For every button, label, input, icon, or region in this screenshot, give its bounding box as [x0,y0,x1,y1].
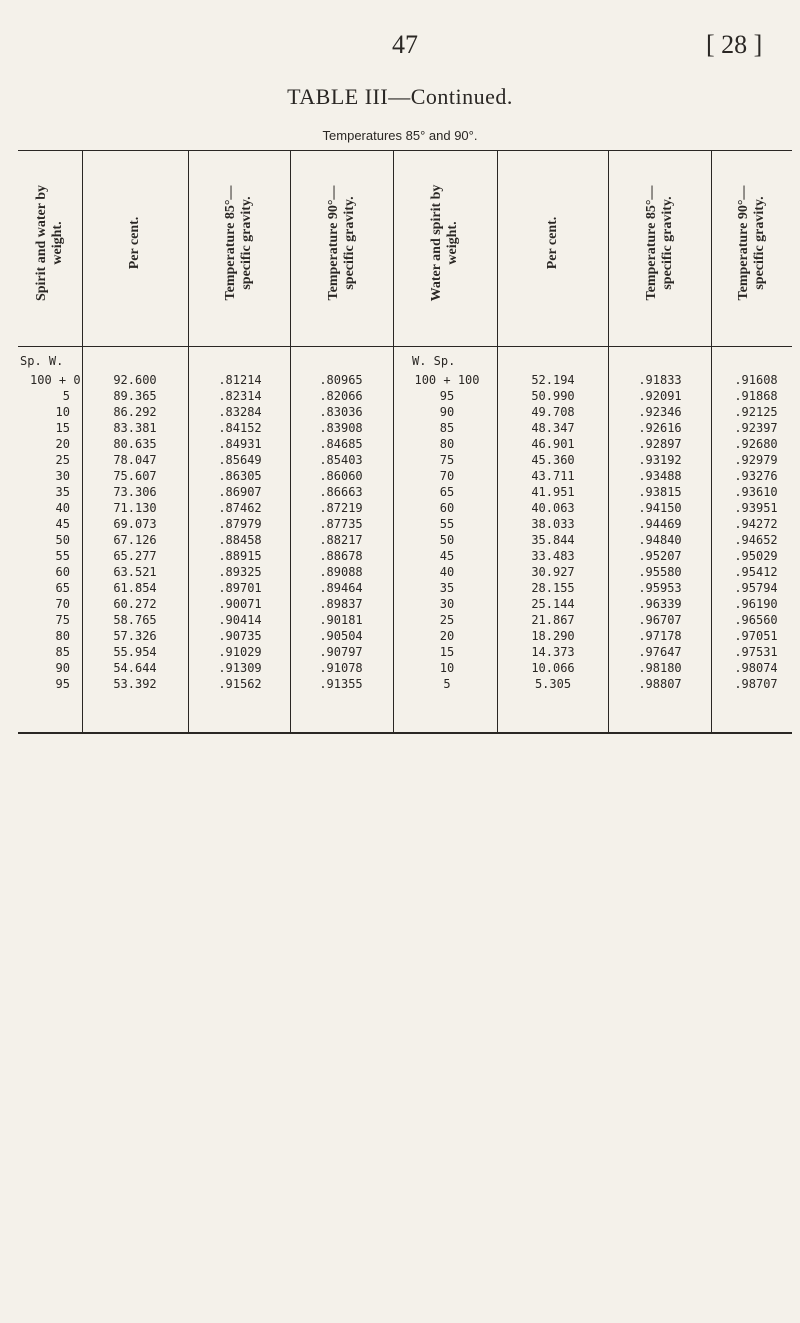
table-cell: .93815 [638,485,682,499]
table-cell: .86305 [218,469,262,483]
table-cell: 100 + 100 [414,373,480,387]
table-cell: .91355 [319,677,363,691]
table-cell: 20 [439,629,455,643]
table-row [20,676,790,692]
table-cell: 78.047 [113,453,157,467]
table-cell: .90071 [218,597,262,611]
column-header: Water and spirit by weight. [429,184,460,302]
table-cell: 5.305 [534,677,572,691]
table-cell: 50.990 [531,389,575,403]
table-cell: .86663 [319,485,363,499]
table-cell: 30 [55,469,70,483]
table-row [20,564,790,580]
table-cell: .94272 [734,517,778,531]
table-row [20,596,790,612]
table-cell: 43.711 [531,469,575,483]
table-cell: .95029 [734,549,778,563]
table-cell: .90414 [218,613,262,627]
table-cell: 35 [439,581,455,595]
table-cell: 85 [439,421,455,435]
table-cell: 71.130 [113,501,157,515]
table-cell: 90 [439,405,455,419]
column-header: Temperature 85°— specific gravity. [643,185,675,301]
table-cell: 25.144 [531,597,575,611]
table-cell: 75.607 [113,469,157,483]
table-cell: 45 [55,517,70,531]
table-cell: 73.306 [113,485,157,499]
table-cell: .87462 [218,501,262,515]
table-cell: .96339 [638,597,682,611]
table-cell: .82314 [218,389,262,403]
table-row [20,580,790,596]
table-cell: .97051 [734,629,778,643]
table-cell: 60 [439,501,455,515]
table-cell: 55 [439,517,455,531]
column-header: Temperature 90°— specific gravity. [325,185,357,301]
unit-row [20,354,790,372]
table-top-rule [18,150,792,151]
table-row [20,452,790,468]
table-cell: 70 [439,469,455,483]
table-cell: 95 [439,389,455,403]
column-header: Per cent. [544,216,560,270]
table-cell: .87735 [319,517,363,531]
table-cell: .90181 [319,613,363,627]
table-cell: .90797 [319,645,363,659]
table-cell: 48.347 [531,421,575,435]
table-title: TABLE III—Continued. [287,84,513,109]
table-cell: 49.708 [531,405,575,419]
table-cell: .85403 [319,453,363,467]
table-row [20,644,790,660]
table-cell: 18.290 [531,629,575,643]
table-cell: .97647 [638,645,682,659]
table-cell: 54.644 [113,661,157,675]
table-cell: 61.854 [113,581,157,595]
table-cell: .89837 [319,597,363,611]
table-cell: 15 [439,645,455,659]
table-cell: 30 [439,597,455,611]
table-cell: .88915 [218,549,262,563]
table-cell: .84685 [319,437,363,451]
table-cell: .93192 [638,453,682,467]
table-cell: 85 [55,645,70,659]
table-cell: 80.635 [113,437,157,451]
table-cell: .92680 [734,437,778,451]
table-cell: 14.373 [531,645,575,659]
table-cell: 53.392 [113,677,157,691]
table-cell: 25 [55,453,70,467]
table-cell: .93276 [734,469,778,483]
table-cell: .98074 [734,661,778,675]
table-cell: 15 [55,421,70,435]
table-cell: .81214 [218,373,262,387]
table-cell: 70 [55,597,70,611]
table-cell: .92346 [638,405,682,419]
table-cell: 35.844 [531,533,575,547]
table-cell: 55 [55,549,70,563]
table-row [20,628,790,644]
table-cell: 20 [55,437,70,451]
table-cell: .92125 [734,405,778,419]
table-cell: 65.277 [113,549,157,563]
table-cell: .97531 [734,645,778,659]
table-subtitle: Temperatures 85° and 90°. [322,128,478,143]
table-cell: .89325 [218,565,262,579]
page-number: 47 [392,30,418,59]
table-cell: .98707 [734,677,778,691]
table-row [20,500,790,516]
table-cell: .89464 [319,581,363,595]
table-cell: .89701 [218,581,262,595]
table-cell: .88678 [319,549,363,563]
column-header: Spirit and water by weight. [34,184,65,302]
table-cell: 25 [439,613,455,627]
table-cell: 80 [439,437,455,451]
table-cell: 95 [55,677,70,691]
table-row [20,468,790,484]
table-cell: .91029 [218,645,262,659]
table-cell: .91309 [218,661,262,675]
table-cell: .84152 [218,421,262,435]
column-header: Per cent. [127,216,142,270]
table-cell: .94652 [734,533,778,547]
table-cell: 40 [55,501,70,515]
table-cell: 92.600 [113,373,157,387]
table-cell: .84931 [218,437,262,451]
table-cell: 69.073 [113,517,157,531]
table-cell: .92616 [638,421,682,435]
table-cell: .94150 [638,501,682,515]
table-cell: 65 [439,485,455,499]
table-row [20,612,790,628]
table-cell: .93610 [734,485,778,499]
table-cell: .88217 [319,533,363,547]
table-cell: 30.927 [531,565,575,579]
table-row [20,388,790,404]
column-header: Temperature 90°— specific gravity. [735,185,767,301]
table-cell: .95794 [734,581,778,595]
table-cell: .91868 [734,389,778,403]
table-cell: .91078 [319,661,363,675]
page-number-bracketed: [ 28 ] [706,30,763,59]
table-cell: 10 [55,405,70,419]
table-row [20,548,790,564]
table-cell: .83284 [218,405,262,419]
table-cell: .93951 [734,501,778,515]
table-cell: .95580 [638,565,682,579]
table-cell: .96707 [638,613,682,627]
table-cell: .83036 [319,405,363,419]
table-cell: 33.483 [531,549,575,563]
table-cell: 40.063 [531,501,575,515]
table-row [20,372,790,388]
table-cell: 60.272 [113,597,157,611]
table-cell: 52.194 [531,373,575,387]
table-cell: .95412 [734,565,778,579]
table-bottom-rule [18,732,792,734]
table-cell: 75 [439,453,455,467]
table-cell: 10.066 [531,661,575,675]
unit-label-left: Sp. W. [20,354,64,368]
table-cell: 58.765 [113,613,157,627]
table-cell: .94469 [638,517,682,531]
table-row [20,660,790,676]
table-cell: 83.381 [113,421,157,435]
table-cell: .92979 [734,453,778,467]
table-cell: .92091 [638,389,682,403]
table-cell: 5 [62,389,70,403]
table-cell: .86907 [218,485,262,499]
table-cell: .92897 [638,437,682,451]
table-cell: .90504 [319,629,363,643]
table-cell: 41.951 [531,485,575,499]
table-cell: .87979 [218,517,262,531]
table-cell: .82066 [319,389,363,403]
table-cell: 28.155 [531,581,575,595]
table-row [20,516,790,532]
table-cell: .91562 [218,677,262,691]
table-cell: .94840 [638,533,682,547]
table-cell: 60 [55,565,70,579]
table-cell: .91608 [734,373,778,387]
table-cell: .87219 [319,501,363,515]
table-cell: 100 + 0 [30,373,81,387]
table-cell: .85649 [218,453,262,467]
table-cell: .86060 [319,469,363,483]
unit-label-mid: W. Sp. [412,354,456,368]
table-cell: 50 [439,533,455,547]
table-cell: 89.365 [113,389,157,403]
table-cell: .92397 [734,421,778,435]
table-cell: .88458 [218,533,262,547]
table-cell: 21.867 [531,613,575,627]
table-cell: 65 [55,581,70,595]
table-row [20,420,790,436]
table-cell: .91833 [638,373,682,387]
table-cell: .95953 [638,581,682,595]
table-row [20,484,790,500]
table-cell: .96190 [734,597,778,611]
data-table [20,354,790,692]
header-bottom-rule [18,346,792,347]
table-cell: .95207 [638,549,682,563]
table-cell: 75 [55,613,70,627]
table-cell: 46.901 [531,437,575,451]
table-cell: 86.292 [113,405,157,419]
table-cell: 57.326 [113,629,157,643]
table-cell: 67.126 [113,533,157,547]
table-cell: .93488 [638,469,682,483]
table-cell: 55.954 [113,645,157,659]
column-header: Temperature 85°— specific gravity. [223,185,254,301]
table-cell: 10 [439,661,455,675]
table-cell: .96560 [734,613,778,627]
table-cell: 90 [55,661,70,675]
table-cell: .89088 [319,565,363,579]
table-cell: .90735 [218,629,262,643]
table-cell: 63.521 [113,565,157,579]
table-cell: 80 [55,629,70,643]
table-cell: .98180 [638,661,682,675]
table-row [20,532,790,548]
table-cell: 35 [55,485,70,499]
table-row [20,404,790,420]
table-row [20,436,790,452]
table-cell: .83908 [319,421,363,435]
table-cell: .98807 [638,677,682,691]
table-cell: 45.360 [531,453,575,467]
table-cell: 40 [439,565,455,579]
table-cell: 5 [443,677,451,691]
table-cell: .80965 [319,373,363,387]
table-cell: 38.033 [531,517,575,531]
table-cell: .97178 [638,629,682,643]
table-cell: 45 [439,549,455,563]
table-cell: 50 [55,533,70,547]
